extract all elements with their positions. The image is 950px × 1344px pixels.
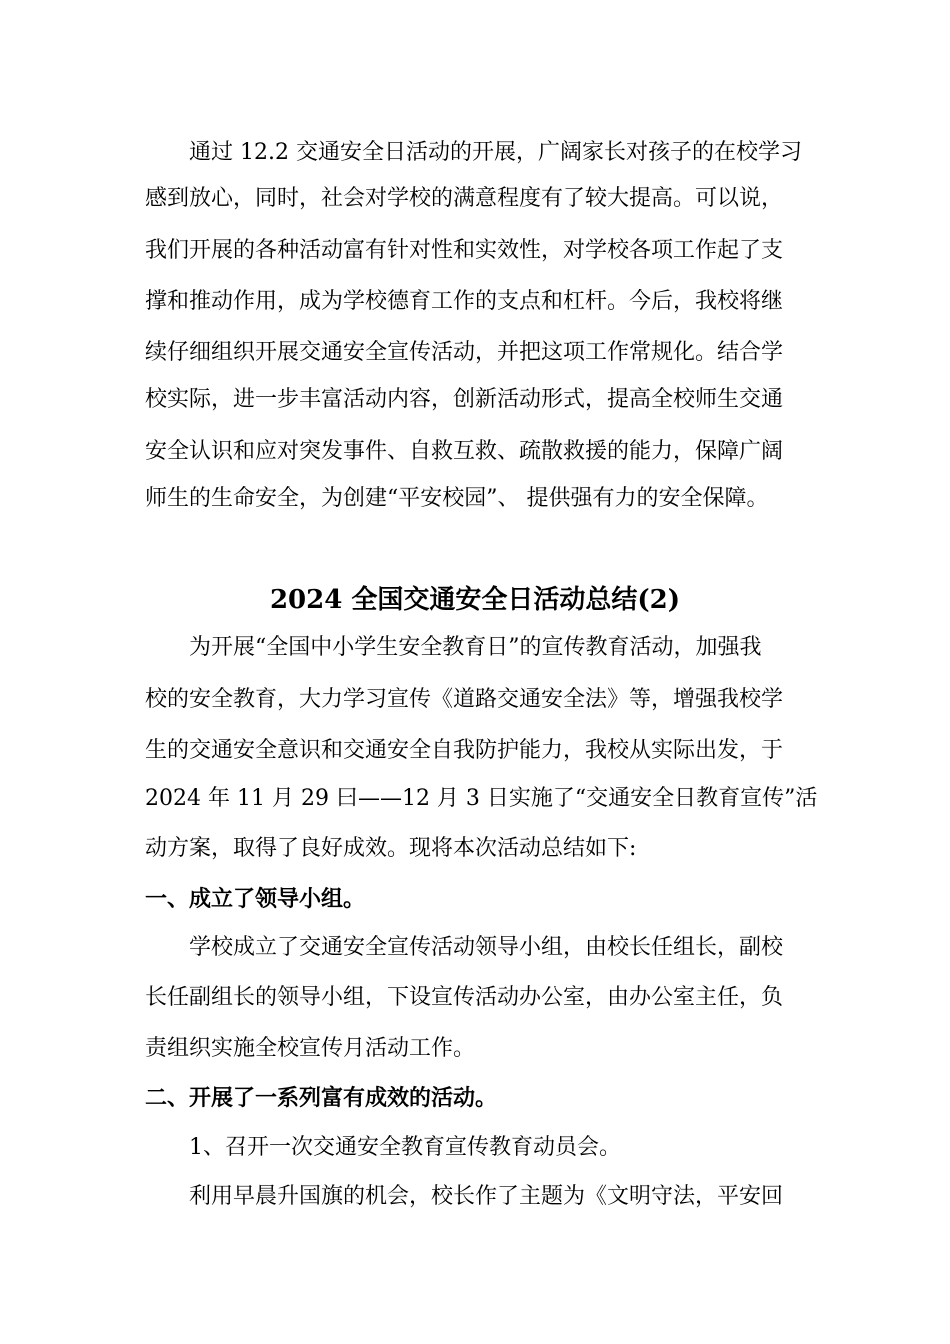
paragraph-line: 续仔细组织开展交通安全宣传活动，并把这项工作常规化。结合学 xyxy=(145,340,784,365)
paragraph-line: 生的交通安全意识和交通安全自我防护能力，我校从实际出发，于 xyxy=(145,738,784,763)
paragraph-line: 师生的生命安全，为创建“平安校园”、 提供强有力的安全保障。 xyxy=(145,486,769,511)
paragraph-line: 动方案，取得了良好成效。现将本次活动总结如下: xyxy=(145,836,637,861)
list-item: 1、召开一次交通安全教育宣传教育动员会。 xyxy=(189,1135,621,1160)
paragraph-line: 利用早晨升国旗的机会，校长作了主题为《文明守法，平安回 xyxy=(189,1184,784,1209)
paragraph-line: 2024 年 11 月 29 曰——12 月 3 日实施了“交通安全日教育宣传”活 xyxy=(145,786,818,811)
paragraph-line: 校实际，进一步丰富活动内容，创新活动形式，提高全校师生交通 xyxy=(145,387,784,412)
paragraph-line: 安全认识和应对突发事件、自救互救、疏散救援的能力，保障广阔 xyxy=(145,439,784,464)
paragraph-line: 感到放心，同时，社会对学校的满意程度有了较大提高。可以说， xyxy=(145,186,784,211)
paragraph-line: 责组织实施全校宣传月活动工作。 xyxy=(145,1036,476,1061)
paragraph-line: 我们开展的各种活动富有针对性和实效性，对学校各项工作起了支 xyxy=(145,238,784,263)
paragraph-line: 通过 12.2 交通安全日活动的开展，广阔家长对孩子的在校学习 xyxy=(189,140,802,165)
paragraph-line: 为开展“全国中小学生安全教育日”的宣传教育活动，加强我 xyxy=(189,635,762,660)
paragraph-line: 校的安全教育，大力学习宣传《道路交通安全法》等，增强我校学 xyxy=(145,687,784,712)
paragraph-line: 学校成立了交通安全宣传活动领导小组，由校长任组长，副校 xyxy=(189,935,784,960)
heading-leadership-group: 一、成立了领导小组。 xyxy=(145,886,366,912)
heading-activities: 二、开展了一系列富有成效的活动。 xyxy=(145,1085,498,1111)
paragraph-line: 撑和推动作用，成为学校德育工作的支点和杠杆。今后，我校将继 xyxy=(145,289,784,314)
paragraph-line: 长任副组长的领导小组，下设宣传活动办公室，由办公室主任，负 xyxy=(145,985,784,1010)
section-title: 2024 全国交通安全日活动总结(2) xyxy=(269,585,681,615)
